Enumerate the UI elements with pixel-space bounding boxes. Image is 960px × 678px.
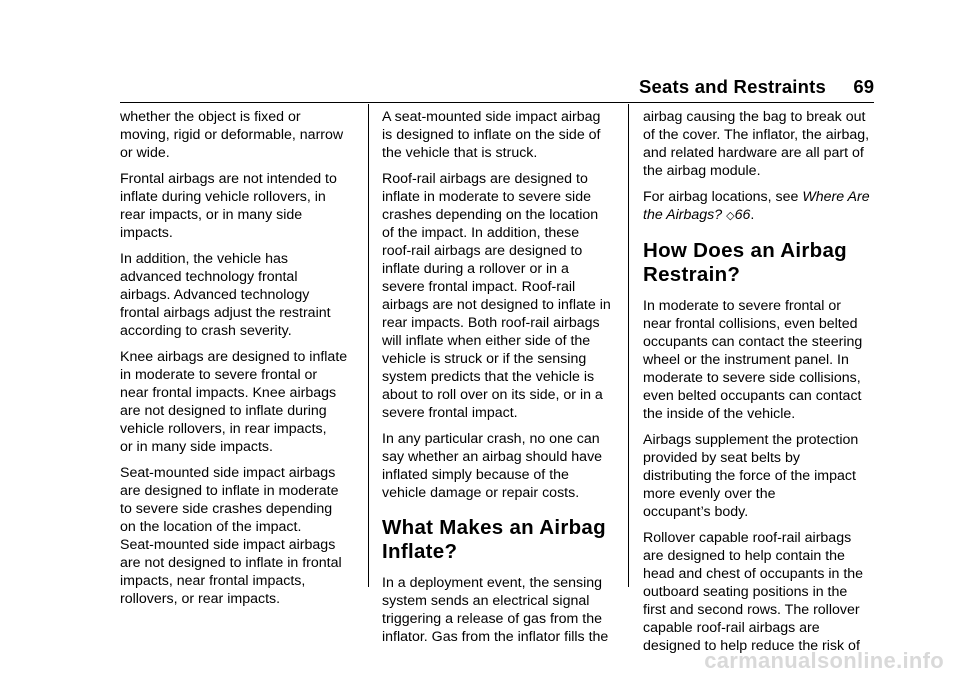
column-divider-1 (368, 104, 369, 587)
heading-line: Restrain? (643, 263, 741, 286)
text-line: near frontal impacts. Knee airbags (120, 385, 337, 401)
text-line: roof-rail airbags are designed to (382, 243, 583, 259)
text-line: triggering a release of gas from the (382, 611, 603, 627)
text-line: Knee airbags are designed to inflate (120, 349, 348, 365)
paragraph (120, 170, 358, 242)
text-line: are designed to inflate in moderate (120, 483, 339, 499)
text-line: inflate during vehicle rollovers, in (120, 189, 326, 205)
text-line: system predicts that the vehicle is (382, 369, 595, 385)
section-heading (382, 516, 620, 564)
text-line: of the impact. In addition, these (382, 225, 580, 241)
paragraph (382, 108, 620, 162)
text-line: Roof-rail airbags are designed to (382, 171, 588, 187)
paragraph (382, 170, 620, 422)
text-line: severe frontal impact. (382, 405, 518, 421)
paragraph (382, 430, 620, 502)
text-span: For airbag locations, see (643, 189, 803, 205)
text-line: Frontal airbags are not intended to (120, 171, 337, 187)
text-line: airbag causing the bag to break out (643, 109, 866, 125)
watermark: carmanualsonline.info (704, 648, 944, 673)
paragraph (120, 250, 358, 340)
text-line: inflate during a rollover or in a (382, 261, 569, 277)
text-line: occupant’s body. (643, 504, 749, 520)
paragraph (643, 297, 881, 423)
text-line: provided by seat belts by (643, 450, 800, 466)
section-heading (643, 239, 881, 287)
paragraph (643, 108, 881, 180)
text-line: impacts. (120, 225, 173, 241)
text-line: the airbag module. (643, 163, 761, 179)
text-line: moderate to severe side collisions, (643, 370, 861, 386)
text-line: is designed to inflate on the side of (382, 127, 601, 143)
text-line: severe frontal impact. Roof-rail (382, 279, 576, 295)
text-line: crashes depending on the location (382, 207, 599, 223)
text-line: rear impacts, or in many side (120, 207, 303, 223)
text-span: . (750, 207, 755, 223)
paragraph (643, 431, 881, 521)
text-line: A seat-mounted side impact airbag (382, 109, 601, 125)
heading-line: Inflate? (382, 540, 458, 563)
text-line: will inflate when either side of the (382, 333, 591, 349)
text-line: capable roof-rail airbags are (643, 620, 820, 636)
text-line: In any particular crash, no one can (382, 431, 600, 447)
text-line: the vehicle that is struck. (382, 145, 538, 161)
text-line: on the location of the impact. (120, 519, 302, 535)
cross-reference-link[interactable]: Where Are (802, 189, 870, 205)
section-title: Seats and Restraints (638, 76, 826, 97)
text-line: vehicle is struck or if the sensing (382, 351, 587, 367)
text-line: frontal airbags adjust the restraint (120, 305, 331, 321)
column-1 (120, 108, 358, 616)
column-3 (643, 108, 881, 663)
text-line: more evenly over the (643, 486, 776, 502)
text-line: occupants can contact the steering (643, 334, 863, 350)
page-number: 69 (853, 76, 874, 97)
page-reference-number[interactable]: 66 (734, 207, 751, 223)
text-line: are not designed to inflate during (120, 403, 327, 419)
text-line: or in many side impacts. (120, 439, 273, 455)
text-line: and related hardware are all part of (643, 145, 864, 161)
heading-line: What Makes an Airbag (382, 516, 606, 539)
text-line: airbags are not designed to inflate in (382, 297, 611, 313)
text-line: In moderate to severe frontal or (643, 298, 841, 314)
text-line: vehicle damage or repair costs. (382, 485, 580, 501)
text-line: system sends an electrical signal (382, 593, 590, 609)
cross-reference-link[interactable]: the Airbags? (643, 207, 723, 223)
paragraph (643, 529, 881, 655)
heading-line: How Does an Airbag (643, 239, 847, 262)
text-line: Seat-mounted side impact airbags (120, 537, 336, 553)
column-2 (382, 108, 620, 654)
paragraph (120, 348, 358, 456)
text-line: of the cover. The inflator, the airbag, (643, 127, 870, 143)
paragraph (120, 108, 358, 162)
text-line: whether the object is fixed or (120, 109, 301, 125)
text-line: are not designed to inflate in frontal (120, 555, 342, 571)
text-line: to severe side crashes depending (120, 501, 333, 517)
text-line: airbags. Advanced technology (120, 287, 310, 303)
paragraph (382, 574, 620, 646)
text-line: near frontal collisions, even belted (643, 316, 858, 332)
text-line: even belted occupants can contact (643, 388, 862, 404)
text-line: impacts, near frontal impacts, (120, 573, 306, 589)
text-line: wheel or the instrument panel. In (643, 352, 849, 368)
text-line: advanced technology frontal (120, 269, 298, 285)
text-line: inflated simply because of the (382, 467, 569, 483)
text-line: or wide. (120, 145, 170, 161)
text-line: Rollover capable roof-rail airbags (643, 530, 852, 546)
paragraph (643, 188, 881, 225)
text-line: are designed to help contain the (643, 548, 845, 564)
text-line: first and second rows. The rollover (643, 602, 860, 618)
page-header (120, 76, 874, 100)
text-line: according to crash severity. (120, 323, 292, 339)
text-line: inflator. Gas from the inflator fills the (382, 629, 609, 645)
text-line: rollovers, or rear impacts. (120, 591, 281, 607)
page-reference-icon: ◇ (726, 210, 735, 222)
text-line: outboard seating positions in the (643, 584, 848, 600)
text-line: In addition, the vehicle has (120, 251, 288, 267)
text-line: designed to help reduce the risk of (643, 638, 860, 654)
header-rule (120, 102, 874, 103)
text-line: about to roll over on its side, or in a (382, 387, 603, 403)
paragraph (120, 464, 358, 608)
text-line: inflate in moderate to severe side (382, 189, 591, 205)
column-divider-2 (628, 104, 629, 587)
text-line: vehicle rollovers, in rear impacts, (120, 421, 327, 437)
text-line: head and chest of occupants in the (643, 566, 864, 582)
text-line: the inside of the vehicle. (643, 406, 796, 422)
text-line: moving, rigid or deformable, narrow (120, 127, 344, 143)
text-line: Airbags supplement the protection (643, 432, 859, 448)
text-line: Seat-mounted side impact airbags (120, 465, 336, 481)
text-line: In a deployment event, the sensing (382, 575, 603, 591)
text-line: say whether an airbag should have (382, 449, 603, 465)
text-line: in moderate to severe frontal or (120, 367, 318, 383)
text-line: rear impacts. Both roof-rail airbags (382, 315, 600, 331)
text-line: distributing the force of the impact (643, 468, 856, 484)
